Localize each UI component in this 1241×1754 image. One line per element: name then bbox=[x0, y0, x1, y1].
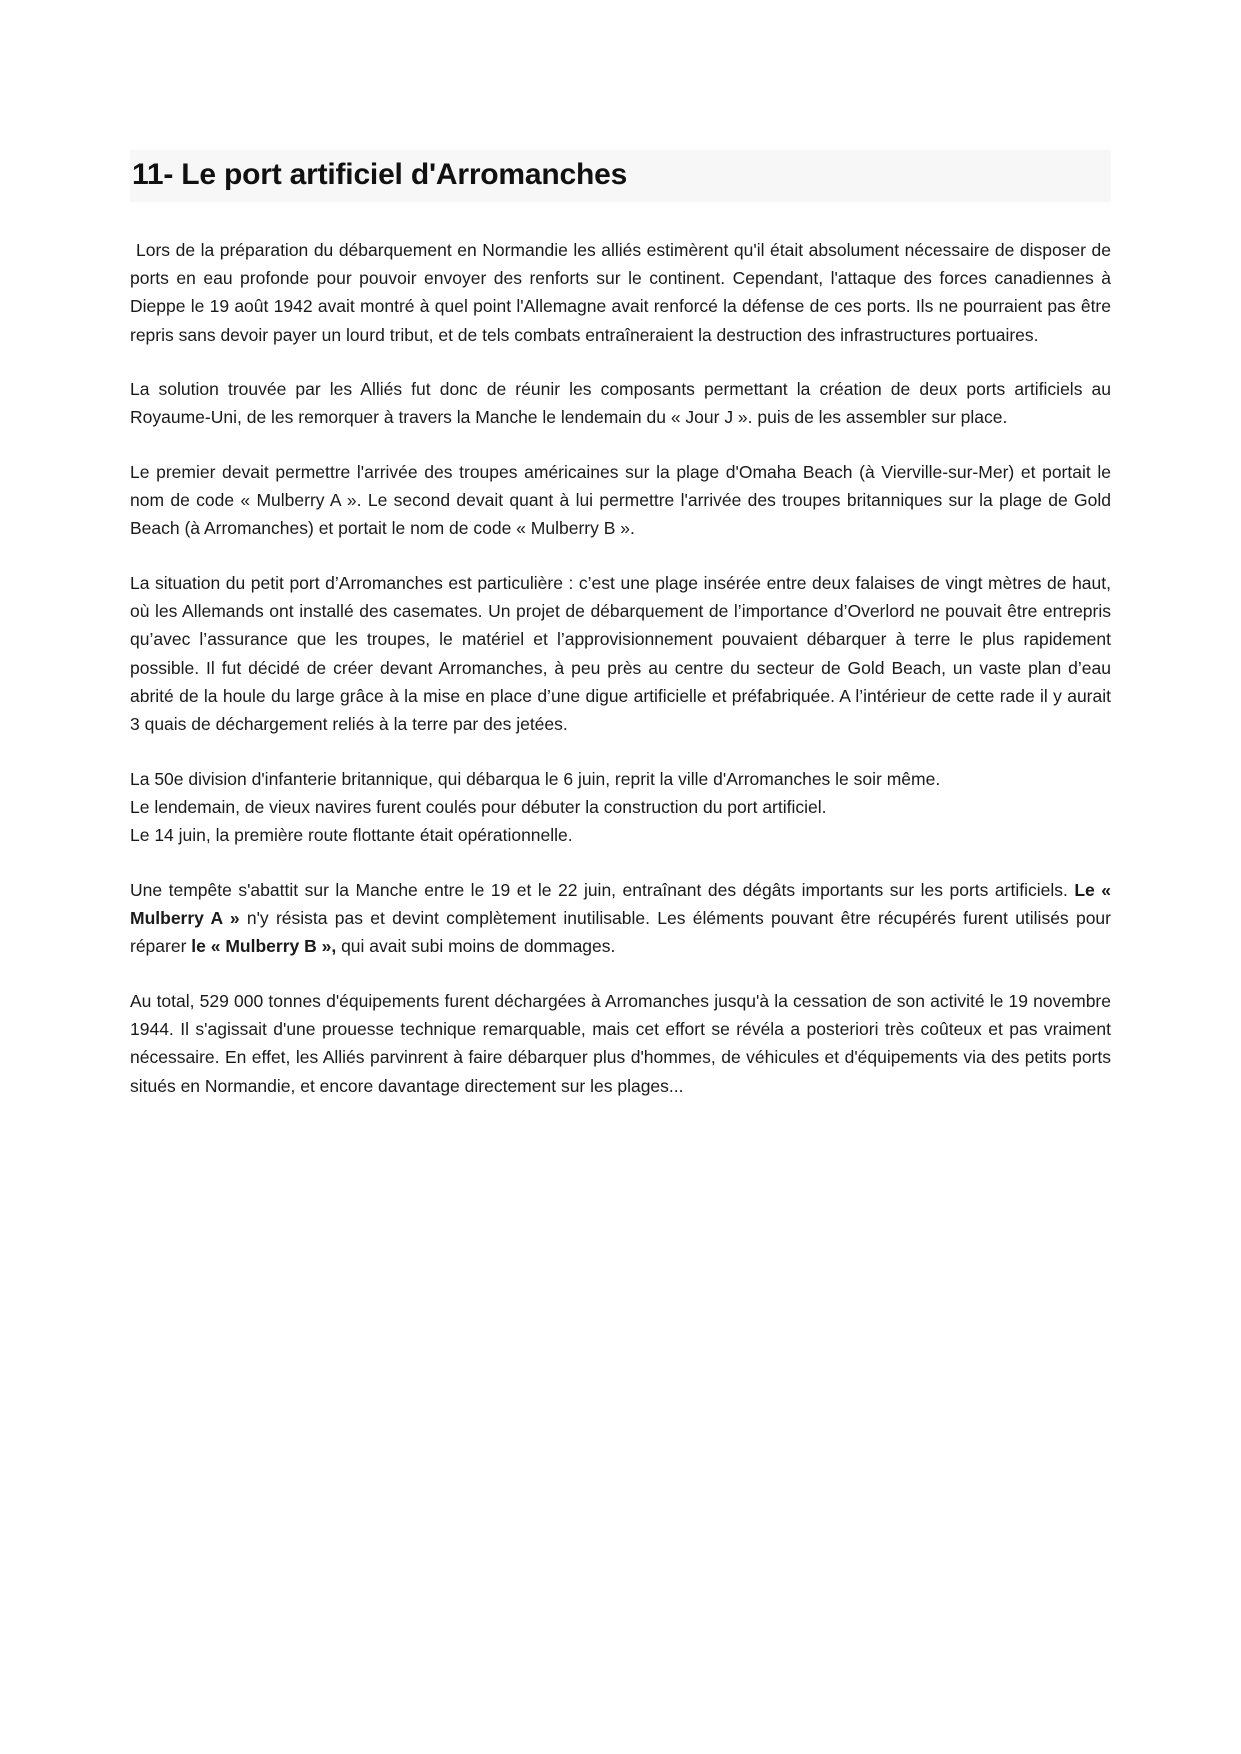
paragraph-solution: La solution trouvée par les Alliés fut donc de réunir les composants permettant la création de deux ports artificiels au Royaume-Uni, de les remorquer à travers la Manche le lendemain du « Jour J ». puis de les assembler sur place. bbox=[130, 378, 1111, 428]
storm-bold-mulberry-a: Le « Mulberry A » bbox=[130, 879, 1111, 929]
paragraph-50e-division: La 50e division d'infanterie britannique, qui débarqua le 6 juin, reprit la ville d'Arromanches le soir même. bbox=[130, 768, 941, 789]
paragraph-intro: Lors de la préparation du débarquement en Normandie les alliés estimèrent qu'il était absolument nécessaire de disposer de ports en eau profonde pour pouvoir envoyer des renforts sur le continent. Cependant, l'attaque des forces canadiennes à Dieppe le 19 août 1942 avait montré à quel point l'Allemagne avait renforcé la défense de ces ports. Ils ne pourraient pas être repris sans devoir payer un lourd tribut, et de tels combats entraîneraient la destruction des infrastructures portuaires. bbox=[130, 239, 1111, 345]
paragraph-mulberry-codenames: Le premier devait permettre l'arrivée des troupes américaines sur la plage d'Omaha Beach (à Vierville-sur-Mer) et portait le nom de code « Mulberry A ». Le second devait quant à lui permettre l'arrivée des troupes britanniques sur la plage de Gold Beach (à Arromanches) et portait le nom de code « Mulberry B ». bbox=[130, 461, 1111, 539]
paragraph-tempete bbox=[130, 876, 1111, 961]
paragraph-bilan: Au total, 529 000 tonnes d'équipements furent déchargées à Arromanches jusqu'à la cessation de son activité le 19 novembre 1944. Il s'agissait d'une prouesse technique remarquable, mais cet effort se révéla a posteriori très coûteux et pas vraiment nécessaire. En effet, les Alliés parvinrent à faire débarquer plus d'hommes, de véhicules et d'équipements via des petits ports situés en Normandie, et encore davantage directement sur les plages... bbox=[130, 990, 1111, 1096]
storm-text-part2: n'y résista pas et devint complètement inutilisable. Les éléments pouvant être récupérés furent utilisés pour réparer bbox=[130, 908, 1111, 957]
paragraph-arromanches-situation: La situation du petit port d’Arromanches est particulière : c’est une plage insérée entre deux falaises de vingt mètres de haut, où les Allemands ont installé des casemates. Un projet de débarquement de l’importance d’Overlord ne pouvait être entrepris qu’avec l’assurance que les troupes, le matériel et l’approvisionnement pouvaient débarquer à terre le plus rapidement possible. Il fut décidé de créer devant Arromanches, à peu près au centre du secteur de Gold Beach, un vaste plan d’eau abrité de la houle du large grâce à la mise en place d’une digue artificielle et préfabriquée. A l’intérieur de cette rade il y aurait 3 quais de déchargement reliés à la terre par des jetées. bbox=[130, 572, 1111, 735]
storm-bold-mulberry-b: le « Mulberry B », bbox=[191, 936, 337, 957]
paragraph-route-flottante: Le 14 juin, la première route flottante était opérationnelle. bbox=[130, 825, 573, 846]
paragraph-vieux-navires: Le lendemain, de vieux navires furent coulés pour débuter la construction du port artificiel. bbox=[130, 797, 827, 817]
storm-text-part1: Une tempête s'abattit sur la Manche entre le 19 et le 22 juin, entraînant des dégâts importants sur les ports artificiels. bbox=[130, 879, 1075, 900]
page-title: 11- Le port artificiel d'Arromanches bbox=[130, 150, 1111, 202]
storm-text-part3: qui avait subi moins de dommages. bbox=[336, 936, 616, 957]
